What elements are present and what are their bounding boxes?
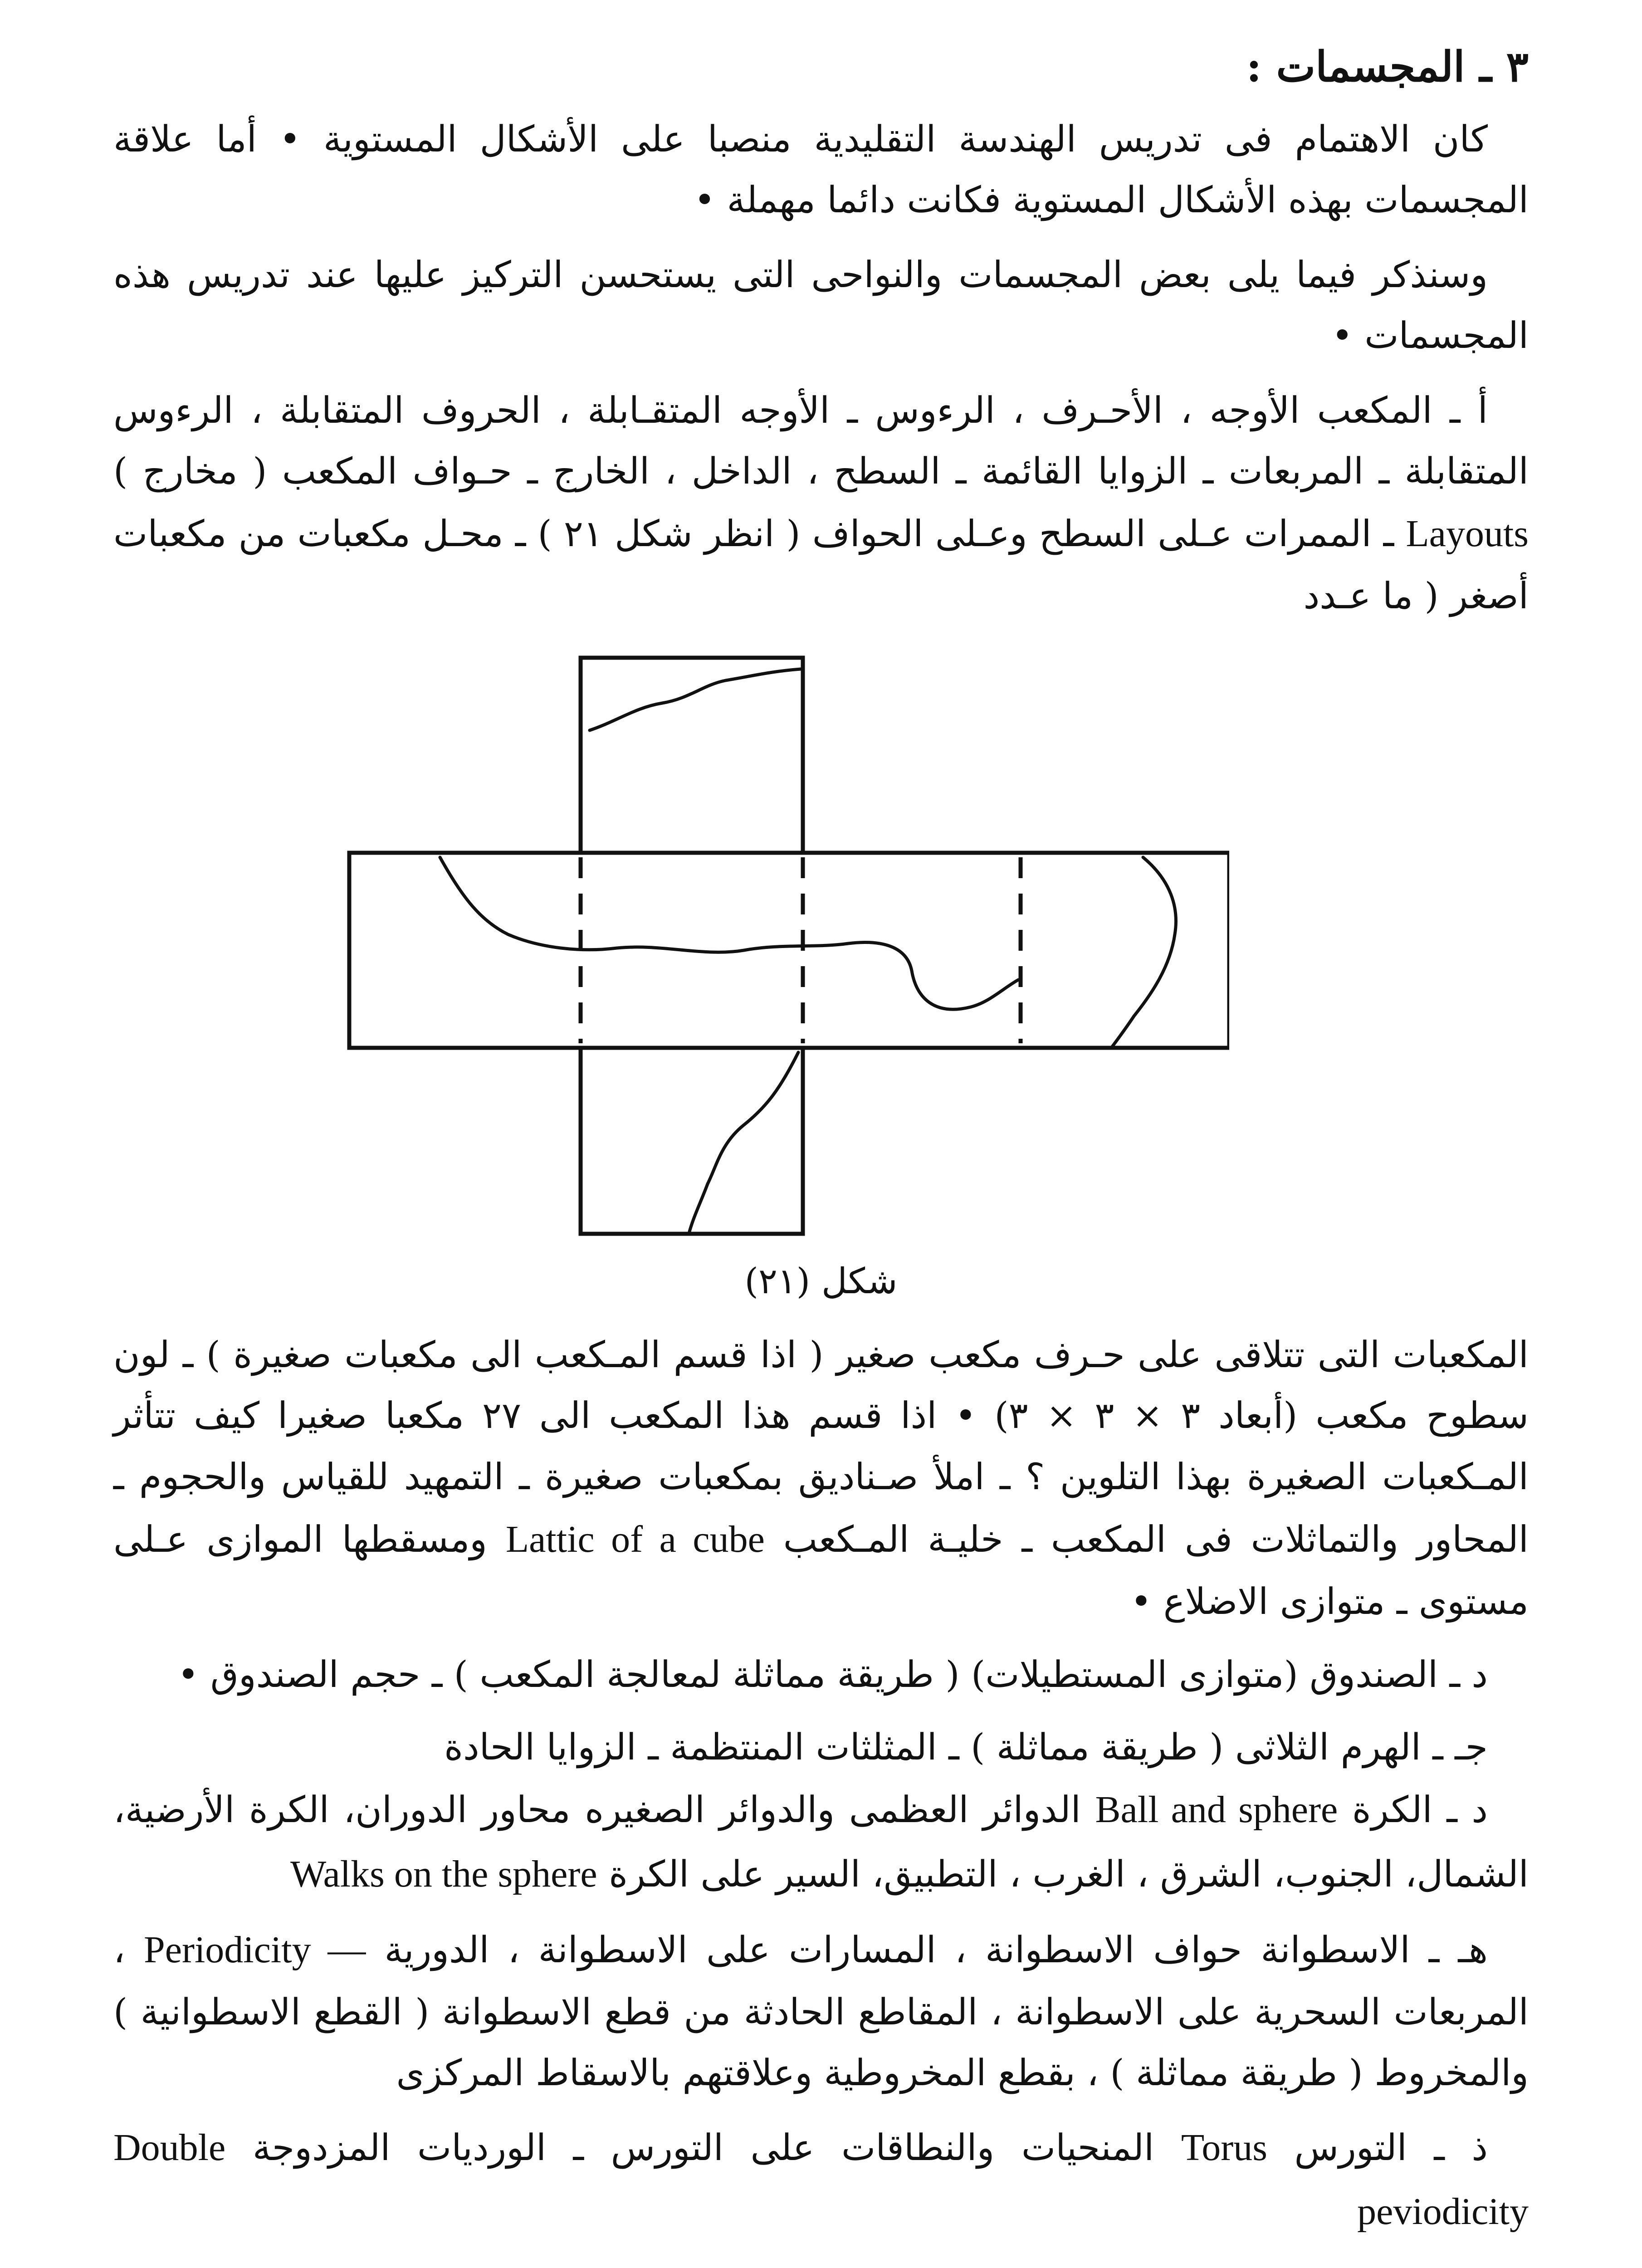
item-cylinder-label: هـ ـ الاسطوانة حواف الاسطوانة ، المسارات على الاسطوانة ، الدورية bbox=[384, 1928, 1488, 1971]
item-sphere-latin-2: Walks on the sphere bbox=[290, 1853, 597, 1895]
item-cylinder-text: ، المربعات السحرية على الاسطوانة ، المقاطع الحادثة من قطع الاسطوانة ( القطع الاسطوانية ) والمخروط ( طريقة مماثلة ) ، بقطع المخروطية وعلاقتهم بالاسقاط المركزى bbox=[113, 1928, 1529, 2094]
item-cube-text-2: ـ الممرات عـلى السطح وعـلى الحواف ( انظر شكل ٢١ ) ـ محـل مكعبات من مكعبات أصغر ( ما عـدد bbox=[113, 513, 1529, 617]
net-face-strip bbox=[349, 853, 1229, 1048]
item-cube-text-1: أ ـ المكعب الأوجه ، الأحـرف ، الرءوس ـ الأوجه المتقـابلة ، الحروف المتقابلة ، الرءوس المتقابلة ـ المربعات ـ الزوايا القائمة ـ السطح ، الداخل ، الخارج ـ حـواف المكعب ( مخارج ) bbox=[113, 389, 1529, 492]
item-torus-latin-2: Double peviodicity bbox=[113, 2126, 1529, 2233]
item-sphere-label: د ـ الكرة bbox=[1352, 1789, 1488, 1831]
item-torus-latin-1: Torus bbox=[1181, 2126, 1267, 2169]
continuation-paragraph bbox=[113, 1325, 1529, 1633]
continuation-text-2: ومسقطها الموازى عـلى مستوى ـ متوازى الاضلاع • bbox=[113, 1518, 1529, 1623]
continuation-text-1: المكعبات التى تتلاقى على حـرف مكعب صغير ( اذا قسم المـكعب الى مكعبات صغيرة ) ـ لون سطوح مكعب (أبعاد ٣ × ٣ × ٣) • اذا قسم هذا المكعب الى ٢٧ مكعبا صغيرا كيف تتأثر المـكعبات الصغيرة بهذا التلوين ؟ ـ املأ صـناديق بمكعبات صغيرة ـ التمهيد للقياس والحجوم ـ المحاور والتماثلات فى المكعب ـ خليـة المـكعب bbox=[113, 1334, 1529, 1561]
item-cylinder-latin: Periodicity — bbox=[143, 1928, 366, 1971]
item-cube bbox=[113, 380, 1529, 627]
path-curves bbox=[440, 669, 1176, 1232]
item-torus-text: المنحيات والنطاقات على التورس ـ الورديات المزدوجة bbox=[252, 2126, 1154, 2169]
intro-paragraph-1: كان الاهتمام فى تدريس الهندسة التقليدية منصبا على الأشكال المستوية • أما علاقة المجسمات بهذه الأشكال المستوية فكانت دائما مهملة • bbox=[113, 118, 1529, 221]
cube-net-figure bbox=[345, 653, 1229, 1238]
curve-bottom-face bbox=[689, 1052, 798, 1232]
fold-lines bbox=[581, 857, 1021, 1043]
continuation-text bbox=[113, 1325, 1529, 2244]
item-sphere-latin-1: Ball and sphere bbox=[1095, 1789, 1338, 1831]
net-face-top bbox=[581, 658, 803, 853]
item-torus bbox=[113, 2116, 1529, 2244]
curve-strip bbox=[440, 857, 1018, 1009]
item-box: د ـ الصندوق (متوازى المستطيلات) ( طريقة مماثلة لمعالجة المكعب ) ـ حجم الصندوق • bbox=[177, 1653, 1488, 1696]
item-torus-label: ذ ـ التورس bbox=[1294, 2126, 1488, 2169]
item-sphere-text: الدوائر العظمى والدوائر الصغيره محاور الدوران، الكرة الأرضية، الشمال، الجنوب، الشرق ، الغرب ، التطبيق، السير على الكرة bbox=[113, 1789, 1529, 1895]
continuation-latin: Lattic of a cube bbox=[505, 1518, 765, 1561]
curve-top-face bbox=[590, 669, 801, 730]
item-sphere bbox=[113, 1778, 1529, 1906]
section-heading: ٣ ـ المجسمات : bbox=[1246, 42, 1529, 91]
net-face-bottom bbox=[581, 1048, 803, 1234]
intro-text bbox=[113, 109, 1529, 627]
curve-right-face bbox=[1111, 857, 1176, 1048]
intro-paragraph-2: وسنذكر فيما يلى بعض المجسمات والنواحى التى يستحسن التركيز عليها عند تدريس هذه المجسمات • bbox=[113, 253, 1529, 357]
item-pyramid: جـ ـ الهرم الثلاثى ( طريقة مماثلة ) ـ المثلثات المنتظمة ـ الزوايا الحادة bbox=[444, 1726, 1488, 1769]
figure-caption: شكل (٢١) bbox=[744, 1261, 898, 1302]
item-cube-latin: Layouts bbox=[1406, 513, 1529, 555]
item-cylinder bbox=[113, 1918, 1529, 2104]
cube-net-drawing bbox=[345, 653, 1229, 1238]
